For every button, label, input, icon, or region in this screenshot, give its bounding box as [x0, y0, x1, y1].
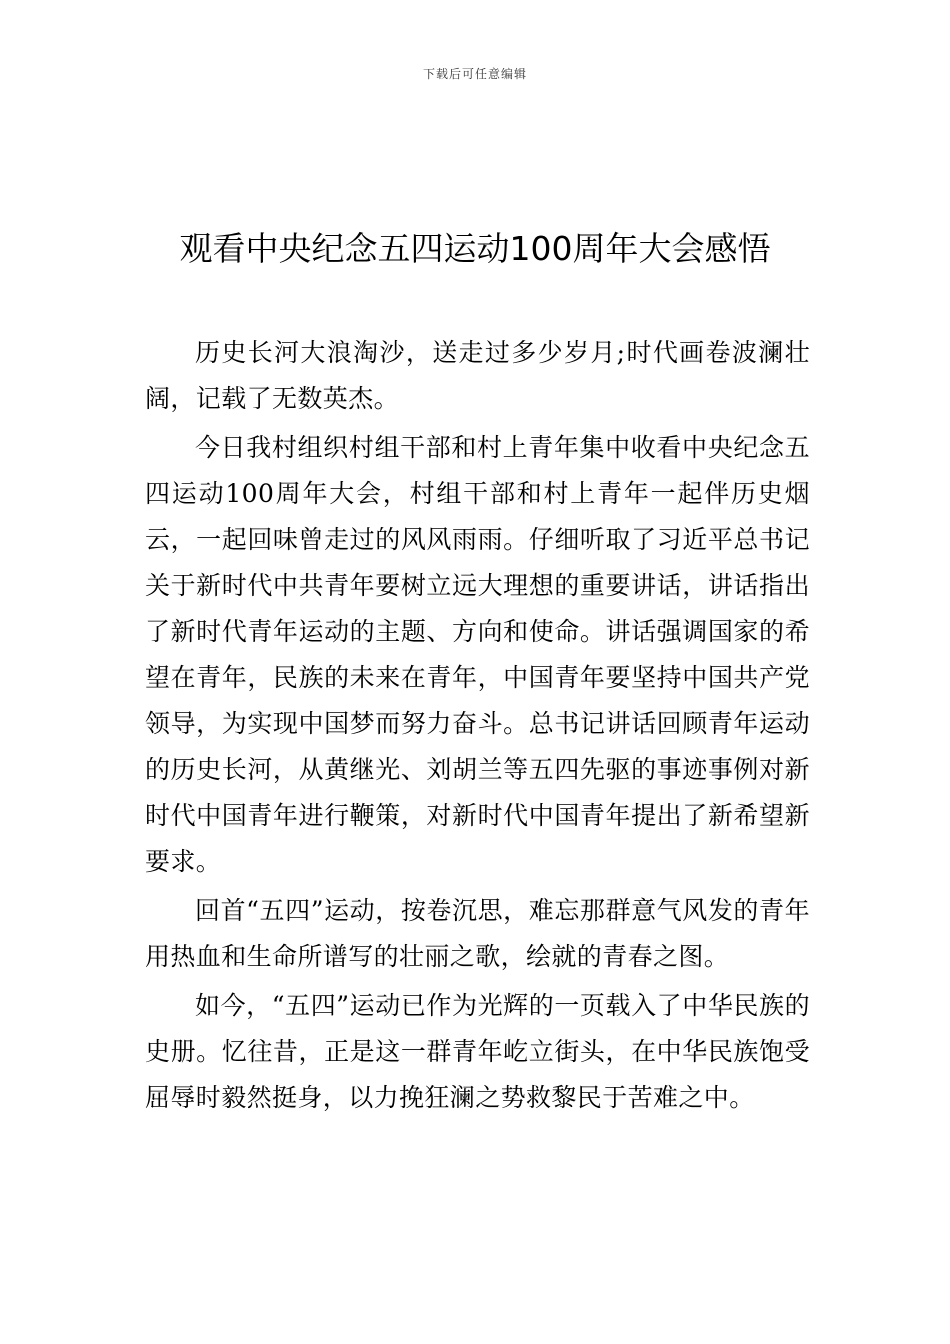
document-body — [145, 330, 810, 1124]
paragraph-3: 回首“五四”运动，按卷沉思，难忘那群意气风发的青年用热血和生命所谱写的壮丽之歌，绘就的青春之图。 — [145, 896, 810, 971]
document-title: 观看中央纪念五四运动100周年大会感悟 — [179, 229, 771, 268]
paragraph-1: 历史长河大浪淘沙，送走过多少岁月;时代画卷波澜壮阔，记载了无数英杰。 — [145, 338, 810, 413]
header-note: 下载后可任意编辑 — [422, 67, 527, 81]
paragraph-2: 今日我村组织村组干部和村上青年集中收看中央纪念五四运动100周年大会，村组干部和村上青年一起伴历史烟云，一起回味曾走过的风风雨雨。仔细听取了习近平总书记关于新时代中共青年要树立远大理想的重要讲话，讲话指出了新时代青年运动的主题、方向和使命。讲话强调国家的希望在青年，民族的未来在青年，中国青年要坚持中国共产党领导，为实现中国梦而努力奋斗。总书记讲话回顾青年运动的历史长河，从黄继光、刘胡兰等五四先驱的事迹事例对新时代中国青年进行鞭策，对新时代中国青年提出了新希望新要求。 — [145, 433, 810, 876]
paragraph-4: 如今，“五四”运动已作为光辉的一页载入了中华民族的史册。忆往昔，正是这一群青年屹立街头，在中华民族饱受屈辱时毅然挺身，以力挽狂澜之势救黎民于苦难之中。 — [145, 991, 810, 1112]
